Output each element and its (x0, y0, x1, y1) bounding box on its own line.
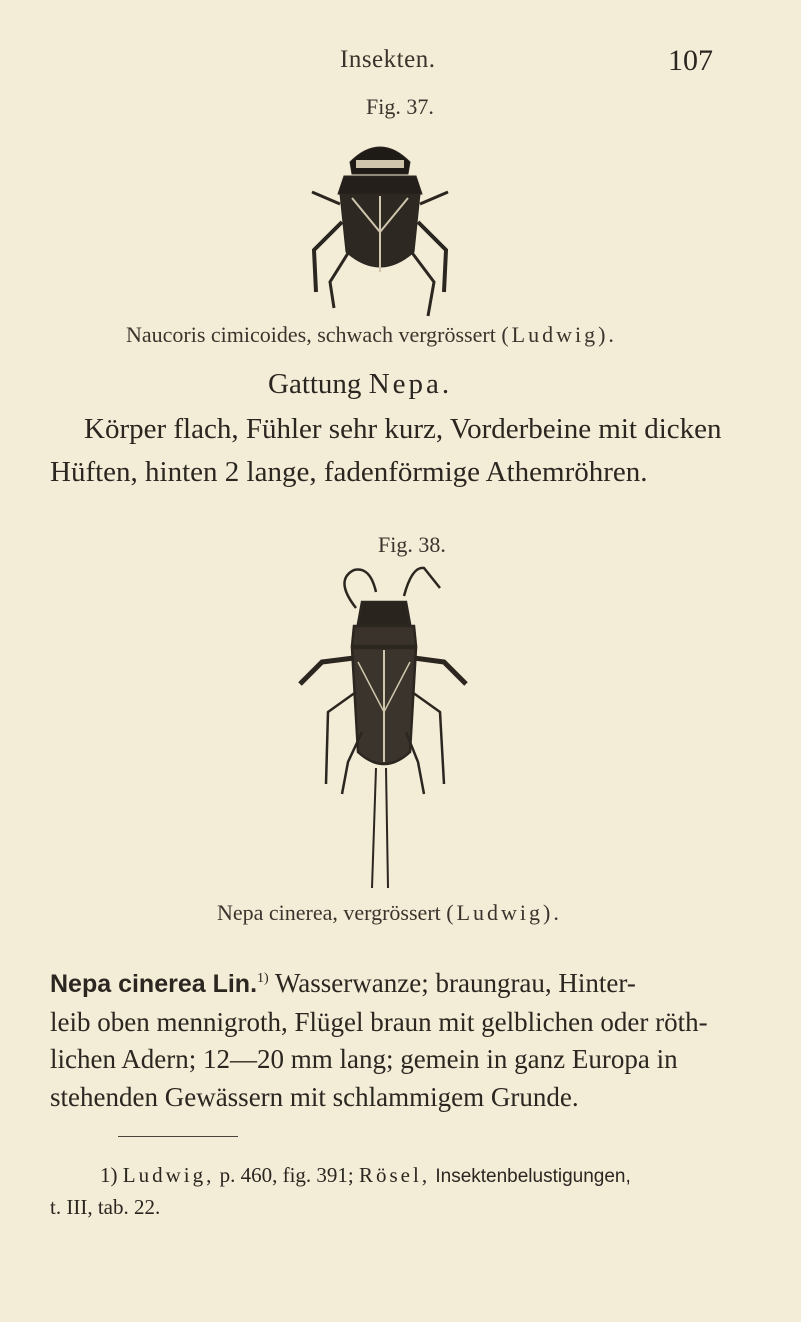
running-header-title: Insekten. (340, 46, 436, 73)
figure-38-caption-author: (Ludwig). (446, 900, 562, 925)
genus-heading-prefix: Gattung (268, 368, 362, 400)
footnote (50, 1160, 770, 1222)
footnote-line: t. III, tab. 22. (50, 1195, 161, 1219)
figure-37-caption-species: Naucoris cimicoides, schwach vergrössert (126, 322, 496, 347)
species-name: Nepa cinerea Lin. (50, 970, 258, 998)
genus-heading-name: Nepa. (368, 368, 453, 400)
genus-heading (268, 368, 452, 401)
figure-37-caption-author: (Ludwig). (501, 322, 617, 347)
footnote-divider (118, 1136, 238, 1137)
species-description-line: leib oben mennigroth, Flügel braun mit gelblichen oder röth- (50, 1006, 708, 1037)
footnote-author: Ludwig, (122, 1163, 215, 1187)
footnote-reference[interactable]: 1) (257, 971, 269, 986)
genus-description (50, 408, 765, 494)
species-description-line: stehenden Gewässern mit schlammigem Grunde. (50, 1081, 579, 1112)
species-description-line: lichen Adern; 12—20 mm lang; gemein in ganz Europa in (50, 1044, 678, 1074)
figure-37-caption (126, 322, 617, 348)
species-description-text: Wasserwanze; braungrau, Hinter- (274, 968, 636, 998)
footnote-author: Rösel, (359, 1163, 431, 1187)
figure-38-label: Fig. 38. (378, 532, 446, 557)
footnote-marker: 1) (100, 1163, 118, 1187)
footnote-line (50, 1160, 770, 1192)
figure-37-label: Fig. 37. (366, 94, 434, 119)
naucoris-illustration (300, 132, 460, 318)
footnote-work-title: Insektenbelustigungen, (435, 1166, 631, 1187)
figure-38-caption-species: Nepa cinerea, vergrössert (217, 900, 441, 925)
footnote-reference-text: p. 460, fig. 391; (219, 1163, 354, 1187)
nepa-illustration (284, 562, 484, 894)
genus-description-line: Hüften, hinten 2 lange, fadenförmige Athemröhren. (50, 456, 648, 488)
page-number: 107 (668, 44, 713, 77)
figure-38-caption (217, 900, 562, 926)
species-description-line (50, 960, 765, 1004)
species-description (50, 960, 765, 1116)
genus-description-line: Körper flach, Fühler sehr kurz, Vorderbeine mit dicken (84, 413, 722, 445)
